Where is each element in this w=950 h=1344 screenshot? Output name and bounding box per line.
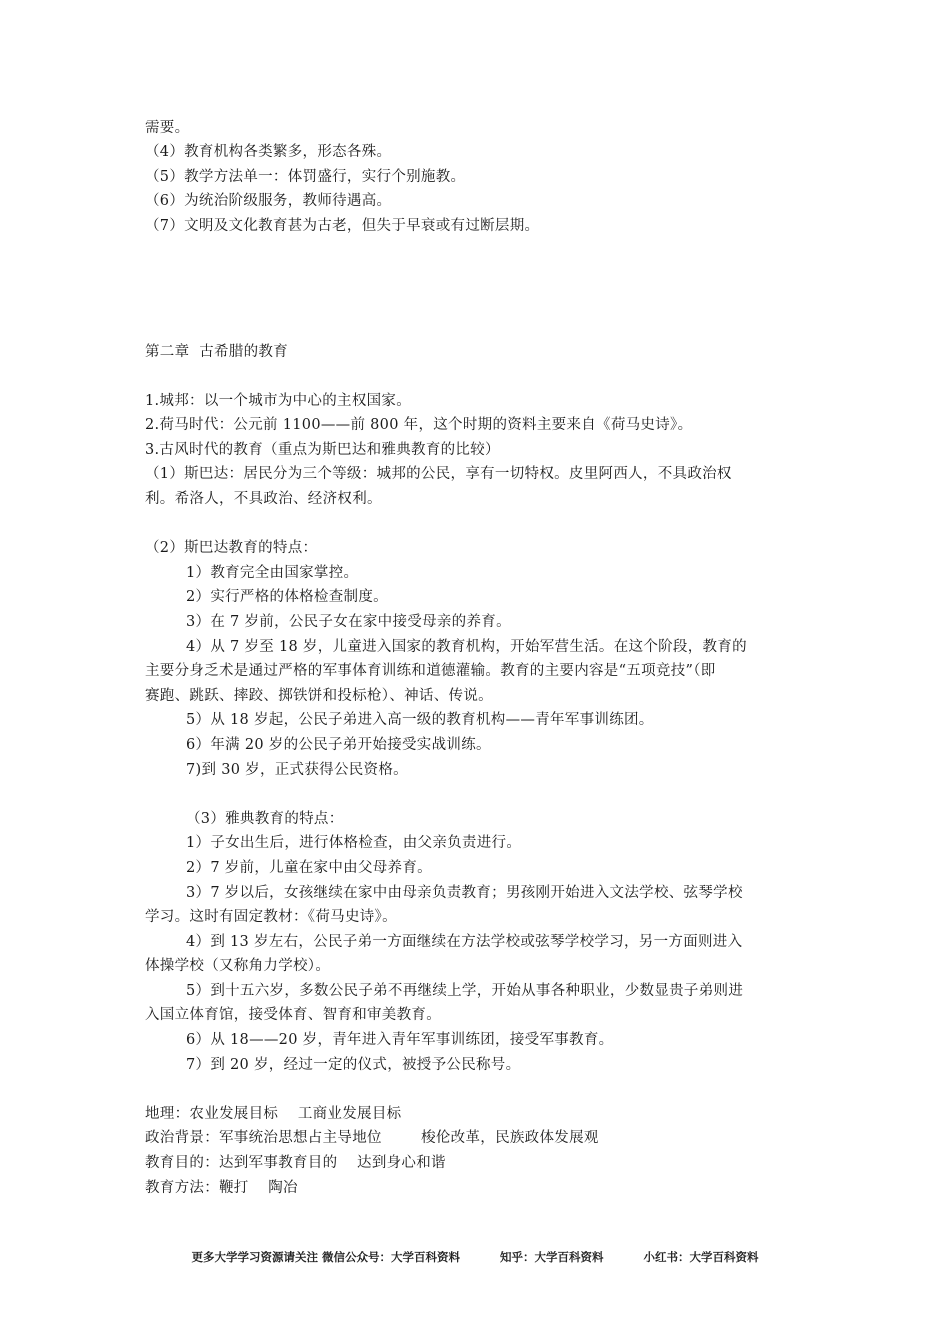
text-line: 1.城邦：以一个城市为中心的主权国家。 xyxy=(145,393,412,409)
list-item: 7)到 30 岁，正式获得公民资格。 xyxy=(186,762,408,778)
text-line: 体操学校（又称角力学校）。 xyxy=(145,958,331,974)
text-line: 赛跑、跳跃、摔跤、掷铁饼和投标枪）、神话、传说。 xyxy=(145,688,493,704)
page-footer: 更多大学学习资源请关注 微信公众号：大学百科资料 知乎：大学百科资料 小红书：大学百科资料 xyxy=(191,1250,759,1264)
text-line: （5）教学方法单一：体罚盛行，实行个别施教。 xyxy=(145,169,466,185)
list-item: 2）7 岁前，儿童在家中由父母养育。 xyxy=(186,860,432,876)
text-line: 2.荷马时代：公元前 1100——前 800 年，这个时期的资料主要来自《荷马史诗》。 xyxy=(145,417,693,433)
list-item: 2）实行严格的体格检查制度。 xyxy=(186,589,388,605)
text-line: （4）教育机构各类繁多，形态各殊。 xyxy=(145,144,392,160)
text-line: 需要。 xyxy=(145,120,190,136)
list-item: 6）从 18——20 岁，青年进入青年军事训练团，接受军事教育。 xyxy=(186,1032,614,1048)
text-line: 入国立体育馆，接受体育、智育和审美教育。 xyxy=(145,1007,441,1023)
text-line: （6）为统治阶级服务，教师待遇高。 xyxy=(145,193,392,209)
list-item: 4）到 13 岁左右，公民子弟一方面继续在方法学校或弦琴学校学习，另一方面则进入 xyxy=(186,934,743,950)
text-line: （1）斯巴达：居民分为三个等级：城邦的公民，享有一切特权。皮里阿西人，不具政治权 xyxy=(145,466,732,482)
text-line: 主要分身乏术是通过严格的军事体育训练和道德灌输。教育的主要内容是“五项竞技”（即 xyxy=(145,663,716,679)
list-item: 3）7 岁以后，女孩继续在家中由母亲负责教育；男孩刚开始进入文法学校、弦琴学校 xyxy=(186,885,743,901)
section-heading: （2）斯巴达教育的特点： xyxy=(145,540,318,556)
text-line: （7）文明及文化教育甚为古老，但失于早衰或有过断层期。 xyxy=(145,218,540,234)
text-line: 地理：农业发展目标 工商业发展目标 xyxy=(145,1106,402,1122)
text-line: 政治背景：军事统治思想占主导地位 梭伦改革，民族政体发展观 xyxy=(145,1130,599,1146)
list-item: 1）教育完全由国家掌控。 xyxy=(186,565,359,581)
list-item: 3）在 7 岁前，公民子女在家中接受母亲的养育。 xyxy=(186,614,511,630)
text-line: 利。希洛人，不具政治、经济权利。 xyxy=(145,491,382,507)
text-line: 3.古风时代的教育（重点为斯巴达和雅典教育的比较） xyxy=(145,442,500,458)
text-line: 学习。这时有固定教材：《荷马史诗》。 xyxy=(145,909,397,925)
section-heading: （3）雅典教育的特点： xyxy=(186,811,344,827)
list-item: 5）从 18 岁起，公民子弟进入高一级的教育机构——青年军事训练团。 xyxy=(186,712,654,728)
text-line: 教育目的：达到军事教育目的 达到身心和谐 xyxy=(145,1155,446,1171)
text-line: 教育方法：鞭打 陶冶 xyxy=(145,1180,298,1196)
list-item: 4）从 7 岁至 18 岁，儿童进入国家的教育机构，开始军营生活。在这个阶段，教育的 xyxy=(186,639,747,655)
list-item: 6）年满 20 岁的公民子弟开始接受实战训练。 xyxy=(186,737,491,753)
chapter-heading: 第二章 古希腊的教育 xyxy=(145,344,289,360)
list-item: 5）到十五六岁，多数公民子弟不再继续上学，开始从事各种职业，少数显贵子弟则进 xyxy=(186,983,744,999)
list-item: 1）子女出生后，进行体格检查，由父亲负责进行。 xyxy=(186,835,522,851)
list-item: 7）到 20 岁，经过一定的仪式，被授予公民称号。 xyxy=(186,1057,521,1073)
